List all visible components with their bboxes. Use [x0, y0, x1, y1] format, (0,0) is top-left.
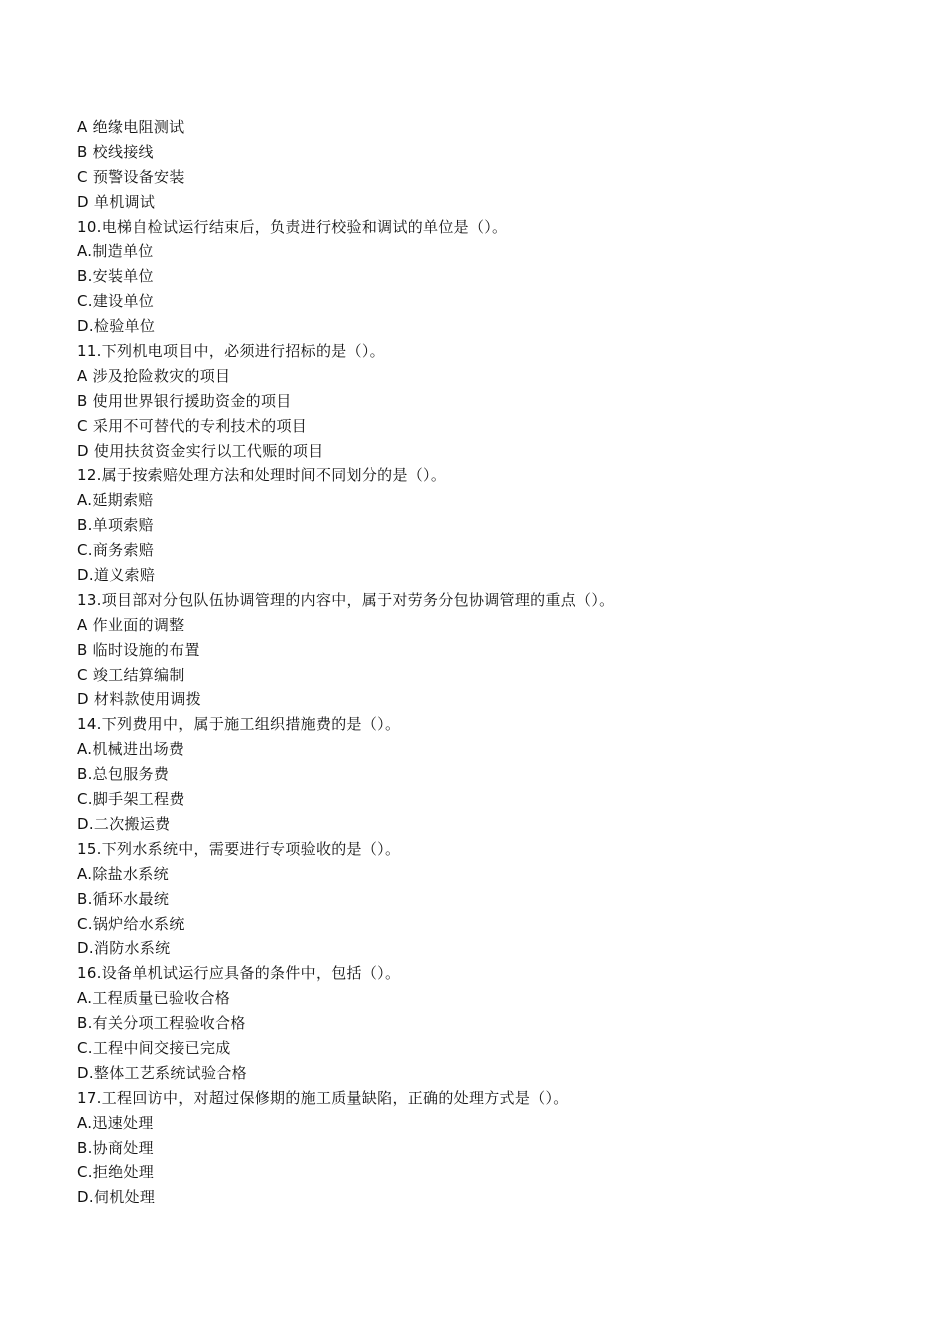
question-line: 15.下列水系统中，需要进行专项验收的是（）。 [77, 839, 401, 858]
option-line: B.循环水最统 [77, 889, 170, 908]
option-line: C.建设单位 [77, 292, 155, 311]
option-line: B 临时设施的布置 [77, 640, 200, 659]
option-line: C.拒绝处理 [77, 1163, 155, 1182]
option-line: D.伺机处理 [77, 1188, 156, 1207]
question-line: 17.工程回访中，对超过保修期的施工质量缺陷，正确的处理方式是（）。 [77, 1088, 569, 1107]
option-line: A.制造单位 [77, 242, 154, 261]
option-line: D 材料款使用调拨 [77, 690, 202, 709]
option-line: D.消防水系统 [77, 939, 171, 958]
option-line: C.工程中间交接已完成 [77, 1038, 231, 1057]
option-line: A.工程质量已验收合格 [77, 989, 231, 1008]
option-line: A.除盐水系统 [77, 864, 169, 883]
option-line: A.延期索赔 [77, 491, 154, 510]
option-line: B 使用世界银行援助资金的项目 [77, 391, 292, 410]
option-line: B.有关分项工程验收合格 [77, 1014, 246, 1033]
option-line: D.检验单位 [77, 317, 156, 336]
option-line: C.锅炉给水系统 [77, 914, 185, 933]
document-page [77, 115, 897, 1210]
question-line: 13.项目部对分包队伍协调管理的内容中，属于对劳务分包协调管理的重点（）。 [77, 590, 615, 609]
option-line: C 预警设备安装 [77, 167, 185, 186]
option-line: C.商务索赔 [77, 541, 155, 560]
option-line: A.迅速处理 [77, 1113, 154, 1132]
option-line: A 涉及抢险救灾的项目 [77, 366, 231, 385]
option-line: B.总包服务费 [77, 765, 170, 784]
option-line: A 绝缘电阻测试 [77, 118, 185, 136]
option-line: B.协商处理 [77, 1138, 154, 1157]
question-line: 14.下列费用中，属于施工组织措施费的是（）。 [77, 715, 401, 734]
option-line: D.整体工艺系统试验合格 [77, 1063, 247, 1082]
option-line: C 竣工结算编制 [77, 665, 185, 684]
question-line: 16.设备单机试运行应具备的条件中，包括（）。 [77, 964, 401, 983]
option-line: D.道义索赔 [77, 566, 156, 585]
question-line: 11.下列机电项目中，必须进行招标的是（）。 [77, 342, 385, 361]
option-line: B.单项索赔 [77, 516, 154, 535]
option-line: A.机械进出场费 [77, 740, 185, 759]
option-line: D 使用扶贫资金实行以工代赈的项目 [77, 441, 324, 460]
option-line: B 校线接线 [77, 142, 154, 161]
question-line: 10.电梯自检试运行结束后，负责进行校验和调试的单位是（）。 [77, 217, 508, 236]
option-line: D 单机调试 [77, 192, 156, 211]
option-line: A 作业面的调整 [77, 615, 185, 634]
option-line: C.脚手架工程费 [77, 790, 185, 809]
question-line: 12.属于按索赔处理方法和处理时间不同划分的是（）。 [77, 466, 447, 485]
option-line: D.二次搬运费 [77, 814, 171, 833]
option-line: B.安装单位 [77, 267, 154, 286]
option-line: C 采用不可替代的专利技术的项目 [77, 416, 308, 435]
